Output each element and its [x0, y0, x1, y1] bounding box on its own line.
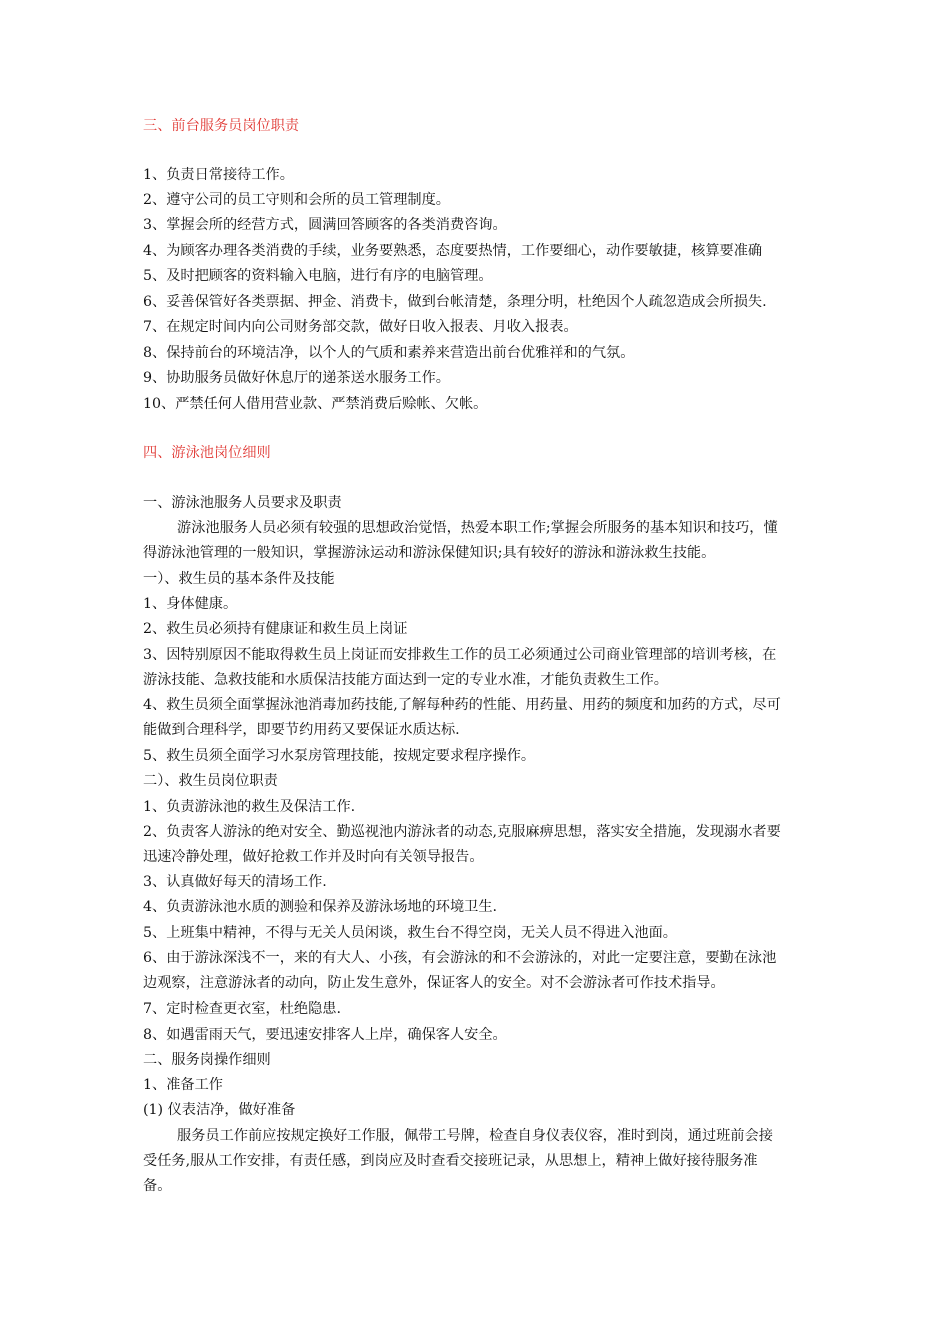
sub2-line: 1、负责游泳池的救生及保洁工作.	[143, 799, 356, 815]
step1-paragraph-cont: 备。	[143, 1178, 172, 1194]
sub2-line: 边观察，注意游泳者的动向，防止发生意外，保证客人的安全。对不会游泳者可作技术指导。	[143, 975, 725, 991]
sub1-title: 一）、救生员的基本条件及技能	[143, 571, 335, 587]
section3-title: 三、前台服务员岗位职责	[143, 118, 300, 134]
sub1-line: 游泳技能、急救技能和水质保洁技能方面达到一定的专业水准，才能负责救生工作。	[143, 672, 668, 688]
sub2-line: 4、负责游泳池水质的测验和保养及游泳场地的环境卫生.	[143, 899, 498, 915]
step1-paragraph: 服务员工作前应按规定换好工作服，佩带工号牌，检查自身仪表仪容，准时到岗，通过班前会接	[177, 1128, 773, 1144]
section3-item: 9、协助服务员做好休息厅的递茶送水服务工作。	[143, 370, 450, 386]
step1-title: 1、准备工作	[143, 1077, 223, 1093]
section3-item: 4、为顾客办理各类消费的手续，业务要熟悉，态度要热情，工作要细心，动作要敏捷，核算要准确	[143, 243, 763, 259]
sub2-line: 2、负责客人游泳的绝对安全、勤巡视池内游泳者的动态,克服麻痹思想，落实安全措施，发现溺水者要	[143, 824, 781, 840]
section3-item: 10、严禁任何人借用营业款、严禁消费后赊帐、欠帐。	[143, 396, 488, 412]
sub1-line: 5、救生员须全面学习水泵房管理技能，按规定要求程序操作。	[143, 748, 536, 764]
section3-item: 3、掌握会所的经营方式，圆满回答顾客的各类消费咨询。	[143, 217, 507, 233]
part1-paragraph-cont: 得游泳池管理的一般知识，掌握游泳运动和游泳保健知识;具有较好的游泳和游泳救生技能。	[143, 545, 716, 561]
sub1-line: 1、身体健康。	[143, 596, 238, 612]
section3-item: 2、遵守公司的员工守则和会所的员工管理制度。	[143, 192, 450, 208]
section3-item: 8、保持前台的环境洁净，以个人的气质和素养来营造出前台优雅祥和的气氛。	[143, 345, 635, 361]
sub1-line: 2、救生员必须持有健康证和救生员上岗证	[143, 621, 408, 637]
sub2-line: 6、由于游泳深浅不一，来的有大人、小孩，有会游泳的和不会游泳的，对此一定要注意，要勤在泳池	[143, 950, 777, 966]
part1-paragraph: 游泳池服务人员必须有较强的思想政治觉悟，热爱本职工作;掌握会所服务的基本知识和技巧，懂	[177, 520, 778, 536]
sub2-title: 二）、救生员岗位职责	[143, 773, 278, 789]
step1-paragraph-cont: 受任务,服从工作安排，有责任感，到岗应及时查看交接班记录，从思想上，精神上做好接待服务准	[143, 1153, 758, 1169]
sub2-line: 8、如遇雷雨天气，要迅速安排客人上岸，确保客人安全。	[143, 1027, 507, 1043]
sub1-line: 能做到合理科学，即要节约用药又要保证水质达标.	[143, 722, 460, 738]
section3-item: 6、妥善保管好各类票据、押金、消费卡，做到台帐清楚，条理分明，杜绝因个人疏忽造成会所损失.	[143, 294, 767, 310]
part2-title: 二、服务岗操作细则	[143, 1052, 271, 1068]
section3-item: 5、及时把顾客的资料输入电脑，进行有序的电脑管理。	[143, 268, 493, 284]
step1-subtitle: (1) 仪表洁净，做好准备	[143, 1102, 296, 1118]
sub1-line: 3、因特别原因不能取得救生员上岗证而安排救生工作的员工必须通过公司商业管理部的培训考核，在	[143, 647, 777, 663]
section3-item: 1、负责日常接待工作。	[143, 167, 294, 183]
section4-title: 四、游泳池岗位细则	[143, 445, 271, 461]
sub2-line: 5、上班集中精神，不得与无关人员闲谈，救生台不得空岗，无关人员不得进入池面。	[143, 925, 677, 941]
sub1-line: 4、救生员须全面掌握泳池消毒加药技能,了解每种药的性能、用药量、用药的频度和加药的方式，尽可	[143, 697, 781, 713]
sub2-line: 7、定时检查更衣室，杜绝隐患.	[143, 1001, 341, 1017]
part1-title: 一、游泳池服务人员要求及职责	[143, 495, 342, 511]
sub2-line: 迅速冷静处理，做好抢救工作并及时向有关领导报告。	[143, 849, 484, 865]
sub2-line: 3、认真做好每天的清场工作.	[143, 874, 327, 890]
section3-item: 7、在规定时间内向公司财务部交款，做好日收入报表、月收入报表。	[143, 319, 578, 335]
